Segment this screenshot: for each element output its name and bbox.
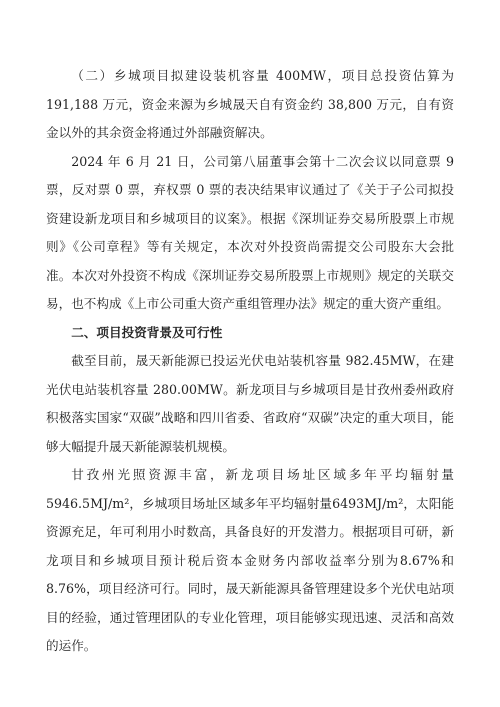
paragraph-feasibility: 甘孜州光照资源丰富，新龙项目场址区域多年平均辐射量5946.5MJ/m²，乡城项目场址区域多年平均辐射量6493MJ/m²，太阳能资源充足，年可利用小时数高，具备良好的开发潜力。根据项目可研，新龙项目和乡城项目预计税后资本金财务内部收益率分别为8.67%和8.76%，项目经济可行。同时，晟天新能源具备管理建设多个光伏电站项目的经验，通过管理团队的专业化管理，项目能够实现迅速、灵活和高效的运作。 (46, 467, 454, 653)
section-heading-background: 二、项目投资背景及可行性 (71, 324, 223, 340)
paragraph-xiangcheng-project: （二）乡城项目拟建设装机容量 400MW，项目总投资估算为191,188 万元，资金来源为乡城晟天自有资金约 38,800 万元，自有资金以外的其余资金将通过外部融资解决。 (46, 68, 454, 140)
paragraph-capacity-status: 截至目前，晟天新能源已投运光伏电站装机容量 982.45MW，在建光伏电站装机容量 280.00MW。新龙项目与乡城项目是甘孜州委州政府积极落实国家“双碳”战略和四川省委、省政府“双碳”决定的重大项目，能够大幅提升晟天新能源装机规模。 (46, 353, 454, 454)
paragraph-board-approval: 2024 年 6 月 21 日，公司第八届董事会第十二次会议以同意票 9 票，反对票 0 票，弃权票 0 票的表决结果审议通过了《关于子公司拟投资建设新龙项目和乡城项目的议案》。根据《深圳证券交易所股票上市规则》《公司章程》等有关规定，本次对外投资尚需提交公司股东大会批准。本次对外投资不构成《深圳证券交易所股票上市规则》规定的关联交易，也不构成《上市公司重大资产重组管理办法》规定的重大资产重组。 (46, 153, 454, 311)
